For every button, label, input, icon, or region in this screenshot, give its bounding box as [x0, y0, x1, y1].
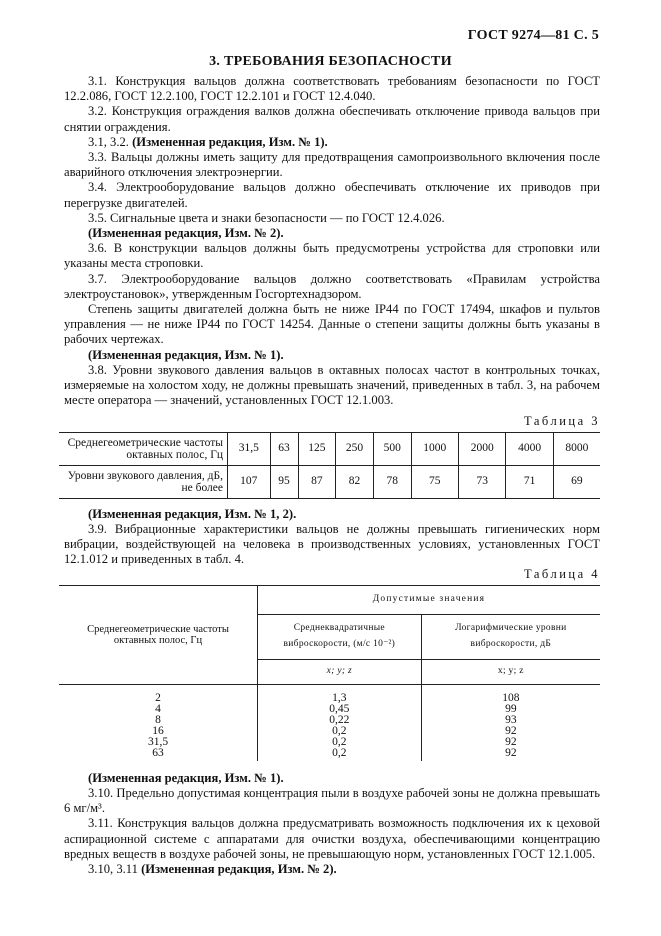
amendment-ref: 3.1, 3.2.	[88, 134, 133, 149]
amendment-note	[64, 507, 600, 522]
table-cell: 75	[411, 465, 458, 498]
document-body	[64, 74, 600, 877]
paragraph-3-3: 3.3. Вальцы должны иметь защиту для предотвращения самопроизвольного включения после аварийного отключения электроэнергии.	[64, 150, 600, 180]
amendment-text: (Измененная редакция, Изм. № 1).	[132, 134, 328, 149]
table-cell: 63	[270, 432, 298, 465]
table-cell: 0,2	[258, 748, 422, 761]
table-4	[59, 585, 600, 761]
paragraph-protection: Степень защиты двигателей должна быть не ниже IP44 по ГОСТ 17494, шкафов и пультов управления — не ниже IP44 по ГОСТ 14254. Данные о степени защиты должны быть указаны в рабочих чертежах.	[64, 302, 600, 347]
table-cell: 1000	[411, 432, 458, 465]
table-3-caption: Таблица 3	[524, 414, 600, 429]
paragraph-3-7: 3.7. Электрооборудование вальцов должно соответствовать «Правилам устройства электроустановок», утвержденным Госгортехнадзором.	[64, 271, 600, 301]
table-cell: 31,5	[228, 432, 271, 465]
amendment-text: (Измененная редакция, Изм. № 1, 2).	[88, 506, 297, 521]
paragraph-3-9: 3.9. Вибрационные характеристики вальцов не должны превышать гигиенических норм вибрации, воздействующей на человека в производственных условиях, установленных ГОСТ 12.1.012 и приведенных в табл. 4.	[64, 521, 600, 567]
table-row	[59, 585, 600, 614]
table-cell: 1,3	[258, 684, 422, 704]
paragraph-3-2: 3.2. Конструкция ограждения валков должна обеспечивать отключение привода вальцов при снятии ограждения.	[64, 104, 600, 134]
amendment-text: (Измененная редакция, Изм. № 2).	[88, 226, 284, 241]
amendment-text: (Измененная редакция, Изм. № 1).	[88, 347, 284, 362]
table-cell: 92	[421, 748, 600, 761]
table-cell: 95	[270, 465, 298, 498]
table-3-row-label: Уровни звукового давления, дБ, не более	[59, 465, 228, 498]
table-cell: 0,45	[258, 704, 422, 715]
paragraph-3-6: 3.6. В конструкции вальцов должны быть предусмотрены устройства для строповки или указаны места строповки.	[64, 241, 600, 271]
table-cell: 108	[421, 684, 600, 704]
table-cell: 69	[553, 465, 600, 498]
table-cell: 92	[421, 726, 600, 737]
paragraph-3-1: 3.1. Конструкция вальцов должна соответствовать требованиям безопасности по ГОСТ 12.2.086, ГОСТ 12.2.100, ГОСТ 12.2.101 и ГОСТ 12.4.040.	[64, 74, 600, 104]
table-4-col-rms-sub: x; y; z	[258, 659, 422, 684]
table-4-col-log-header: Логарифмические уровни виброскорости, дБ	[421, 614, 600, 659]
table-cell: 71	[506, 465, 553, 498]
table-cell: 107	[228, 465, 271, 498]
table-cell: 4	[155, 702, 161, 715]
table-cell: 0,2	[258, 737, 422, 748]
paragraph-3-10: 3.10. Предельно допустимая концентрация пыли в воздухе рабочей зоны не должна превышать 6 мг/м³.	[64, 785, 600, 816]
table-cell: 4000	[506, 432, 553, 465]
amendment-note	[64, 862, 600, 877]
table-4-col-log-sub: x; y; z	[421, 659, 600, 684]
table-cell: 500	[373, 432, 411, 465]
table-row	[59, 715, 600, 726]
table-cell: 63	[152, 746, 164, 759]
table-cell: 8000	[553, 432, 600, 465]
table-row	[59, 432, 600, 465]
paragraph-3-4: 3.4. Электрооборудование вальцов должно обеспечивать отключение их приводов при перегрузке двигателей.	[64, 180, 600, 210]
table-cell: 78	[373, 465, 411, 498]
amendment-note	[64, 771, 600, 786]
page-header: ГОСТ 9274—81 С. 5	[467, 28, 599, 43]
table-cell: 93	[421, 715, 600, 726]
table-cell: 73	[459, 465, 506, 498]
amendment-ref: 3.10, 3.11	[88, 861, 142, 876]
table-3-row-label: Среднегеометрические частоты октавных полос, Гц	[59, 432, 228, 465]
table-row	[59, 726, 600, 737]
table-cell: 0,22	[258, 715, 422, 726]
table-cell: 2000	[459, 432, 506, 465]
table-cell: 92	[421, 737, 600, 748]
table-4-caption: Таблица 4	[524, 567, 600, 582]
amendment-note	[64, 226, 600, 241]
table-4-group-header: Допустимые значения	[258, 585, 601, 614]
table-cell: 16	[152, 724, 164, 737]
paragraph-3-8: 3.8. Уровни звукового давления вальцов в октавных полосах частот в контрольных точках, измеряемые на холостом ходу, не должны превышать значений, приведенных в табл. 3, на рабочем месте оператора — значений, установленных ГОСТ 12.1.003.	[64, 362, 600, 408]
amendment-note	[64, 135, 600, 150]
table-cell: 2	[155, 691, 161, 704]
table-cell: 0,2	[258, 726, 422, 737]
table-cell: 8	[155, 713, 161, 726]
table-cell: 99	[421, 704, 600, 715]
table-3	[59, 432, 600, 499]
table-4-col-freq-header: Среднегеометрические частоты октавных полос, Гц	[59, 585, 258, 684]
amendment-note	[64, 348, 600, 363]
table-cell: 125	[298, 432, 336, 465]
table-cell: 250	[336, 432, 374, 465]
table-row	[59, 737, 600, 748]
table-cell: 82	[336, 465, 374, 498]
table-row	[59, 465, 600, 498]
paragraph-3-11: 3.11. Конструкция вальцов должна предусматривать возможность подключения их к цеховой аспирационной системе с аппаратами для очистки воздуха, обеспечивающими концентрацию вредных веществ в воздухе рабочей зоны, не превышающую норм, установленных ГОСТ 12.1.005.	[64, 816, 600, 861]
table-cell: 87	[298, 465, 336, 498]
table-4-col-rms-header: Среднеквадратичные виброскорости, (м/с 10⁻²)	[258, 614, 422, 659]
table-row	[59, 684, 600, 704]
table-cell: 31,5	[147, 735, 169, 748]
table-row	[59, 748, 600, 761]
paragraph-3-5: 3.5. Сигнальные цвета и знаки безопасности — по ГОСТ 12.4.026.	[88, 210, 445, 225]
amendment-text: (Измененная редакция, Изм. № 1).	[88, 770, 284, 785]
amendment-text: (Измененная редакция, Изм. № 2).	[141, 861, 337, 876]
section-title: 3. ТРЕБОВАНИЯ БЕЗОПАСНОСТИ	[209, 54, 452, 69]
